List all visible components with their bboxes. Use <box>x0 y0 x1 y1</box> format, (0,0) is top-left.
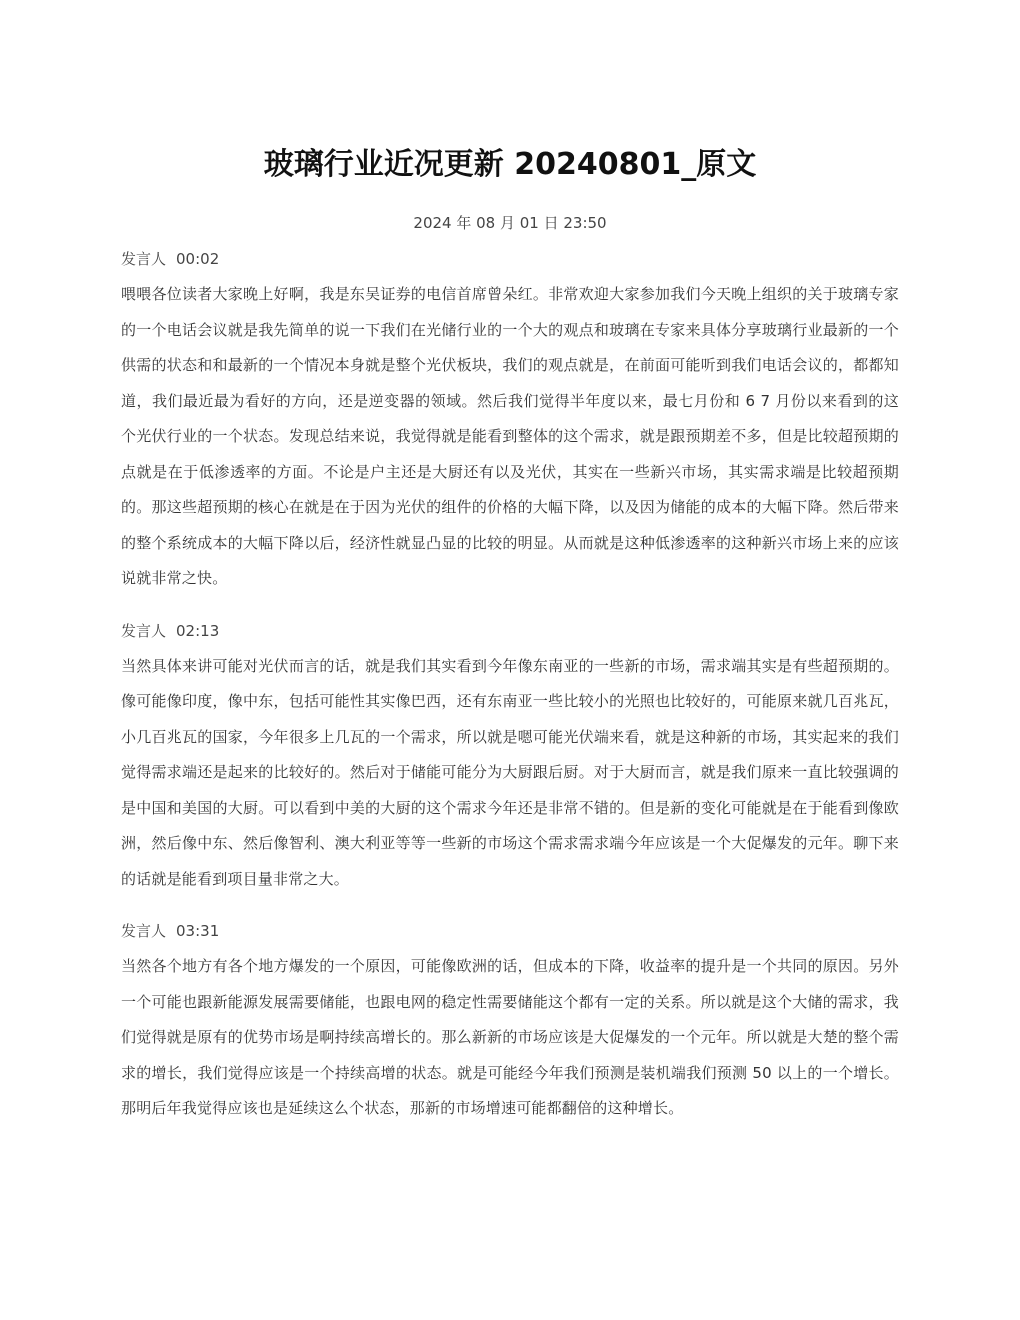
speaker-timestamp: 00:02 <box>176 250 220 268</box>
document-date: 2024 年 08 月 01 日 23:50 <box>413 214 607 232</box>
speaker-line <box>121 247 899 271</box>
speaker-name: 发言人 <box>121 250 167 268</box>
speaker-timestamp: 03:31 <box>176 922 220 940</box>
speaker-line <box>121 919 899 943</box>
transcript-section <box>121 619 899 898</box>
speaker-timestamp: 02:13 <box>176 621 220 640</box>
transcript-paragraph: 当然具体来讲可能对光伏而言的话，就是我们其实看到今年像东南亚的一些新的市场，需求端其实是有些超预期的。像可能像印度，像中东，包括可能性其实像巴西，还有东南亚一些比较小的光照也比较好的，可能原来就几百兆瓦，小几百兆瓦的国家，今年很多上几瓦的一个需求，所以就是嗯可能光伏端来看，就是这种新的市场，其实起来的我们觉得需求端还是起来的比较好的。然后对于储能可能分为大厨跟后厨。对于大厨而言，就是我们原来一直比较强调的是中国和美国的大厨。可以看到中美的大厨的这个需求今年还是非常不错的。但是新的变化可能就是在于能看到像欧洲，然后像中东、然后像智利、澳大利亚等等一些新的市场这个需求需求端今年应该是一个大促爆发的元年。聊下来的话就是能看到项目量非常之大。 <box>121 656 899 888</box>
speaker-line <box>121 619 899 643</box>
transcript-section <box>121 247 899 597</box>
document-title: 玻璃行业近况更新 20240801_原文 <box>263 147 757 182</box>
speaker-name: 发言人 <box>121 621 167 640</box>
transcript-body <box>121 247 899 1149</box>
transcript-section <box>121 919 899 1127</box>
transcript-paragraph: 喂喂各位读者大家晚上好啊，我是东吴证券的电信首席曾朵红。非常欢迎大家参加我们今天晚上组织的关于玻璃专家的一个电话会议就是我先简单的说一下我们在光储行业的一个大的观点和玻璃在专家来具体分享玻璃行业最新的一个供需的状态和和最新的一个情况本身就是整个光伏板块，我们的观点就是，在前面可能听到我们电话会议的，都都知道，我们最近最为看好的方向，还是逆变器的领域。然后我们觉得半年度以来，最七月份和 6 7 月份以来看到的这个光伏行业的一个状态。发现总结来说，我觉得就是能看到整体的这个需求，就是跟预期差不多，但是比较超预期的点就是在于低渗透率的方面。不论是户主还是大厨还有以及光伏，其实在一些新兴市场，其实需求端是比较超预期的。那这些超预期的核心在就是在于因为光伏的组件的价格的大幅下降，以及因为储能的成本的大幅下降。然后带来的整个系统成本的大幅下降以后，经济性就显凸显的比较的明显。从而就是这种低渗透率的这种新兴市场上来的应该说就非常之快。 <box>121 285 899 587</box>
speaker-name: 发言人 <box>121 922 167 940</box>
transcript-paragraph: 当然各个地方有各个地方爆发的一个原因，可能像欧洲的话，但成本的下降，收益率的提升是一个共同的原因。另外一个可能也跟新能源发展需要储能，也跟电网的稳定性需要储能这个都有一定的关系。所以就是这个大储的需求，我们觉得就是原有的优势市场是啊持续高增长的。那么新新的市场应该是大促爆发的一个元年。所以就是大楚的整个需求的增长，我们觉得应该是一个持续高增的状态。就是可能经今年我们预测是装机端我们预测 50 以上的一个增长。那明后年我觉得应该也是延续这么个状态，那新的市场增速可能都翻倍的这种增长。 <box>121 957 899 1117</box>
